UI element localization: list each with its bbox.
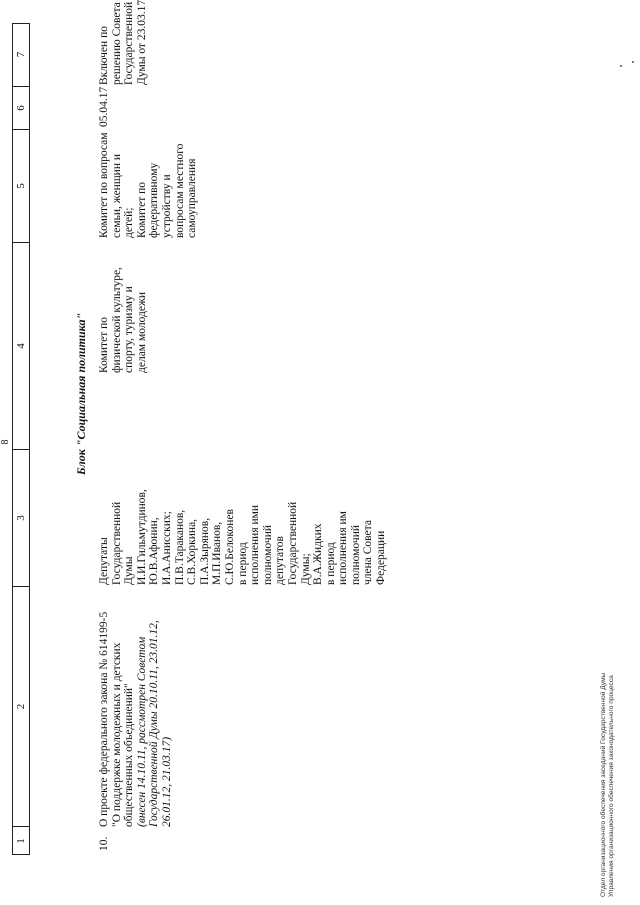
row-number: 10. [98, 836, 110, 851]
authors-line: Депутаты [98, 537, 110, 585]
authors-cell [98, 467, 388, 585]
status-line: Включен по [98, 26, 110, 85]
status-cell [98, 0, 148, 85]
responsible-committee-cell [98, 265, 148, 373]
bill-title-line: О проекте федерального закона № 614199-5 [98, 611, 110, 827]
responsible-line: делам молодежи [135, 291, 148, 373]
responsible-line: Комитет по [98, 317, 110, 373]
co-committee-line: Комитет по [135, 182, 148, 238]
bill-title-line: общественных объединений" [123, 683, 136, 827]
co-committee-line: устройству и [160, 174, 173, 238]
responsible-line: спорту, туризму и [123, 286, 136, 373]
bill-note-line: 26.01.12, 21.03.17) [160, 736, 173, 827]
co-committee-line: федеративному [148, 162, 161, 238]
column-header-6: 6 [12, 87, 30, 130]
authors-line: С.В.Хоркина, [186, 518, 199, 585]
co-committee-line: семьи, женщин и [110, 153, 123, 238]
block-title: Блок "Социальная политика" [74, 312, 88, 475]
footer [600, 673, 617, 897]
page-number: 8 [0, 439, 11, 445]
authors-line: исполнения им [337, 511, 350, 585]
footer-line: Отдел организационного обеспечения заседаний Государственной Думы [600, 672, 607, 897]
authors-line: Государственной [110, 501, 123, 585]
status-line: Думы от 23.03.17 [135, 0, 148, 85]
authors-line: полномочий [349, 525, 362, 585]
authors-line: М.П.Иванов, [211, 521, 224, 585]
authors-line: Думы [123, 556, 136, 585]
co-committee-line: Комитет по вопросам [98, 132, 110, 238]
authors-line: члена Совета [362, 520, 375, 585]
column-header-4: 4 [12, 243, 30, 450]
bill-note-line: Государственной Думы 20.10.11, 23.01.12, [148, 620, 161, 827]
authors-line: И.А.Анисских; [160, 511, 173, 585]
authors-line: в период [236, 542, 249, 585]
co-committee-line: вопросам местного [173, 143, 186, 238]
co-committee-line: самоуправления [186, 158, 199, 238]
bill-title-cell [98, 587, 174, 827]
column-header-2: 2 [12, 587, 30, 827]
responsible-line: физической культуре, [110, 267, 123, 373]
authors-line: И.И.Гильмутдинов, [135, 489, 148, 585]
authors-line: Федерации [375, 530, 388, 585]
authors-line: П.А.Зырянов, [198, 517, 211, 585]
column-header-1: 1 [15, 838, 27, 844]
column-header-5: 5 [12, 130, 30, 243]
scan-speck [620, 65, 622, 67]
bill-title-line: "О поддержке молодежных и детских [110, 642, 123, 827]
authors-line: Государственной [286, 501, 299, 585]
column-header-7: 7 [12, 23, 30, 87]
co-committee-line: детей; [123, 207, 136, 238]
co-committee-cell [98, 130, 199, 238]
scan-speck [632, 61, 634, 63]
authors-line: В.А.Жидких [312, 523, 325, 585]
date-cell: 05.04.17 [98, 86, 110, 127]
status-line: решению Совета [110, 2, 123, 85]
status-line: Государственной [123, 1, 136, 85]
authors-line: Думы; [299, 553, 312, 585]
authors-line: полномочий [261, 525, 274, 585]
bill-note-line: (внесен 14.10.11, рассмотрен Советом [135, 636, 148, 827]
authors-line: С.Ю.Белоконев [223, 509, 236, 585]
footer-line: Управления организационного обеспечения законодательного процесса [608, 675, 616, 897]
authors-line: депутатов [274, 536, 287, 585]
authors-line: исполнения ими [249, 504, 262, 585]
authors-line: Ю.В.Афонин, [148, 517, 161, 585]
authors-line: в период [324, 542, 337, 585]
authors-line: П.В.Тараканов, [173, 509, 186, 585]
column-header-3: 3 [12, 450, 30, 587]
